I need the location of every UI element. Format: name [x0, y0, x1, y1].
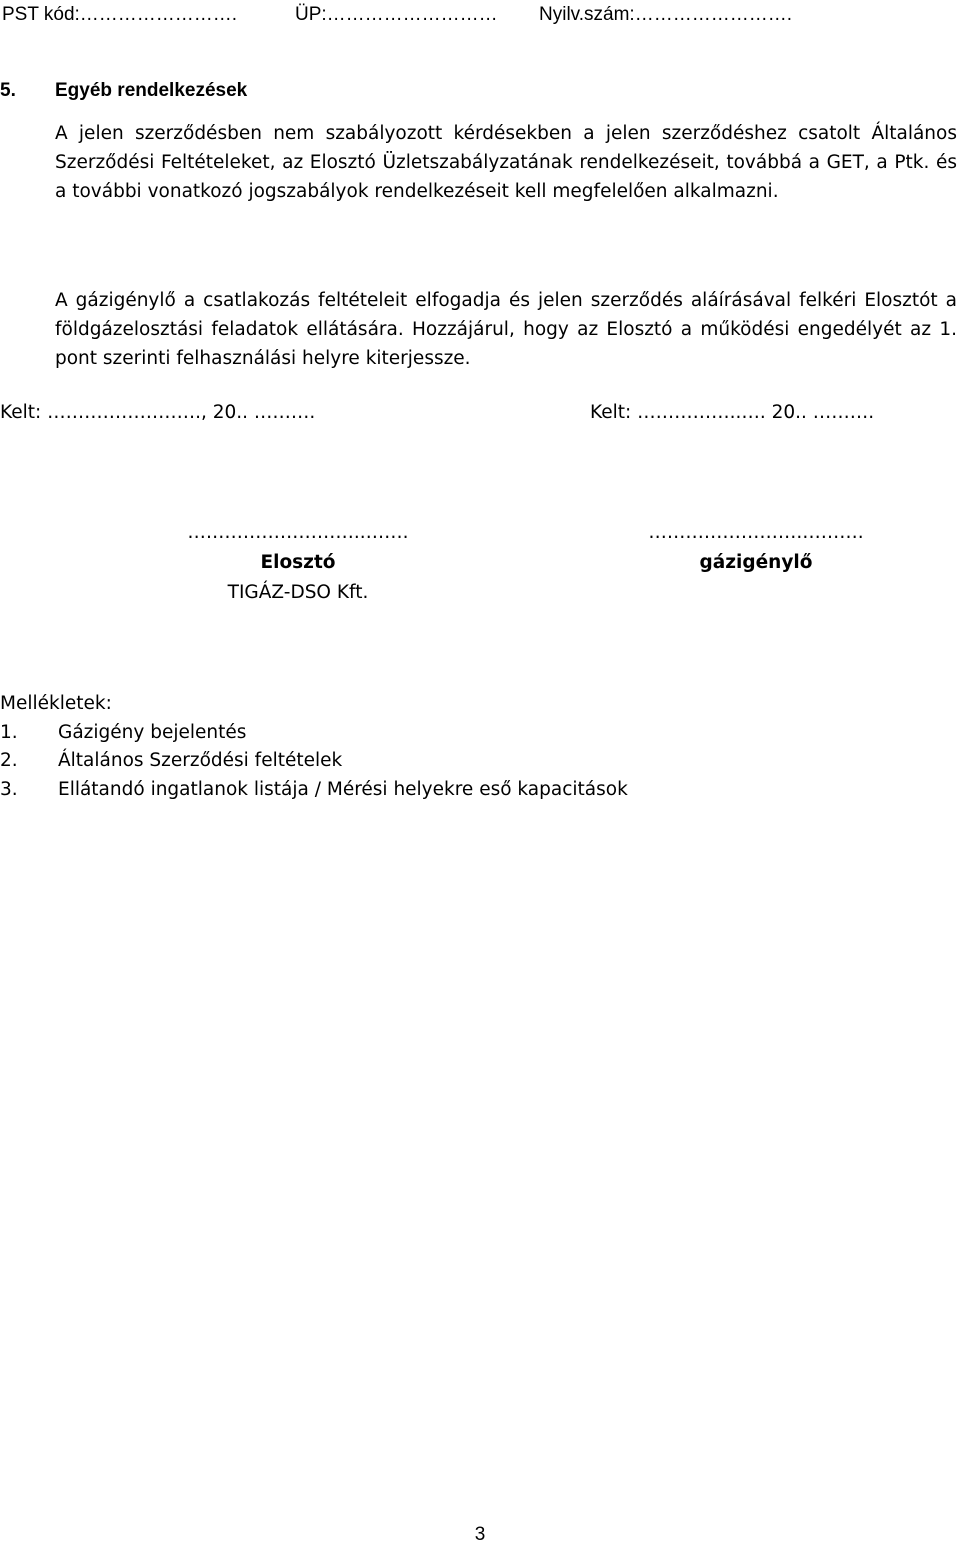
attachments-section: [0, 690, 628, 804]
list-item-label: Általános Szerződési feltételek: [58, 750, 343, 771]
signatory-role: Elosztó: [260, 552, 336, 573]
attachments-list: [0, 719, 628, 805]
signatory-company: TIGÁZ-DSO Kft.: [227, 582, 369, 603]
list-item-label: Gázigény bejelentés: [58, 721, 247, 743]
signature-line: …………………….……….: [648, 522, 864, 543]
list-item-label: Ellátandó ingatlanok listája / Mérési helyekre eső kapacitások: [58, 778, 628, 800]
up-field: ÜP:………………………: [295, 4, 498, 25]
section-title: Egyéb rendelkezések: [55, 80, 248, 101]
document-header: [2, 4, 792, 26]
signatory-role: gázigénylő: [699, 552, 813, 573]
list-item-index: 2.: [0, 750, 18, 771]
registration-number-field: Nyilv.szám:…………………….: [539, 4, 792, 25]
list-item: [0, 747, 628, 776]
signature-line: ………………………..…….: [187, 522, 409, 543]
date-place-left: Kelt: ……………………., 20.. ……….: [0, 402, 316, 423]
list-item: [0, 776, 628, 805]
pst-code-field: PST kód:…………………….: [2, 4, 238, 25]
list-item: [0, 719, 628, 748]
signature-block-distributor: [168, 518, 428, 608]
paragraph-other-provisions: A jelen szerződésben nem szabályozott kérdésekben a jelen szerződéshez csatolt Általános Szerződési Feltételeket, az Elosztó Üzletszabályzatának rendelkezéseit, továbbá a GET, a Ptk. és a további vonatkozó jogszabályok rendelkezéseit kell megfelelően alkalmazni.: [55, 123, 957, 202]
signature-block-applicant: [626, 518, 886, 578]
date-place-right: Kelt: ……………..…. 20.. ……….: [590, 402, 875, 423]
page-number: 3: [474, 1524, 486, 1545]
list-item-index: 1.: [0, 721, 18, 743]
attachments-title: Mellékletek:: [0, 693, 112, 714]
paragraph-acceptance: A gázigénylő a csatlakozás feltételeit elfogadja és jelen szerződés aláírásával felkéri Elosztót a földgázelosztási feladatok ellátására. Hozzájárul, hogy az Elosztó a működési engedélyét az 1. pont szerinti felhasználási helyre kiterjessze.: [55, 290, 957, 369]
list-item-index: 3.: [0, 778, 18, 800]
section-heading: [0, 80, 247, 102]
section-number: 5.: [0, 80, 16, 101]
